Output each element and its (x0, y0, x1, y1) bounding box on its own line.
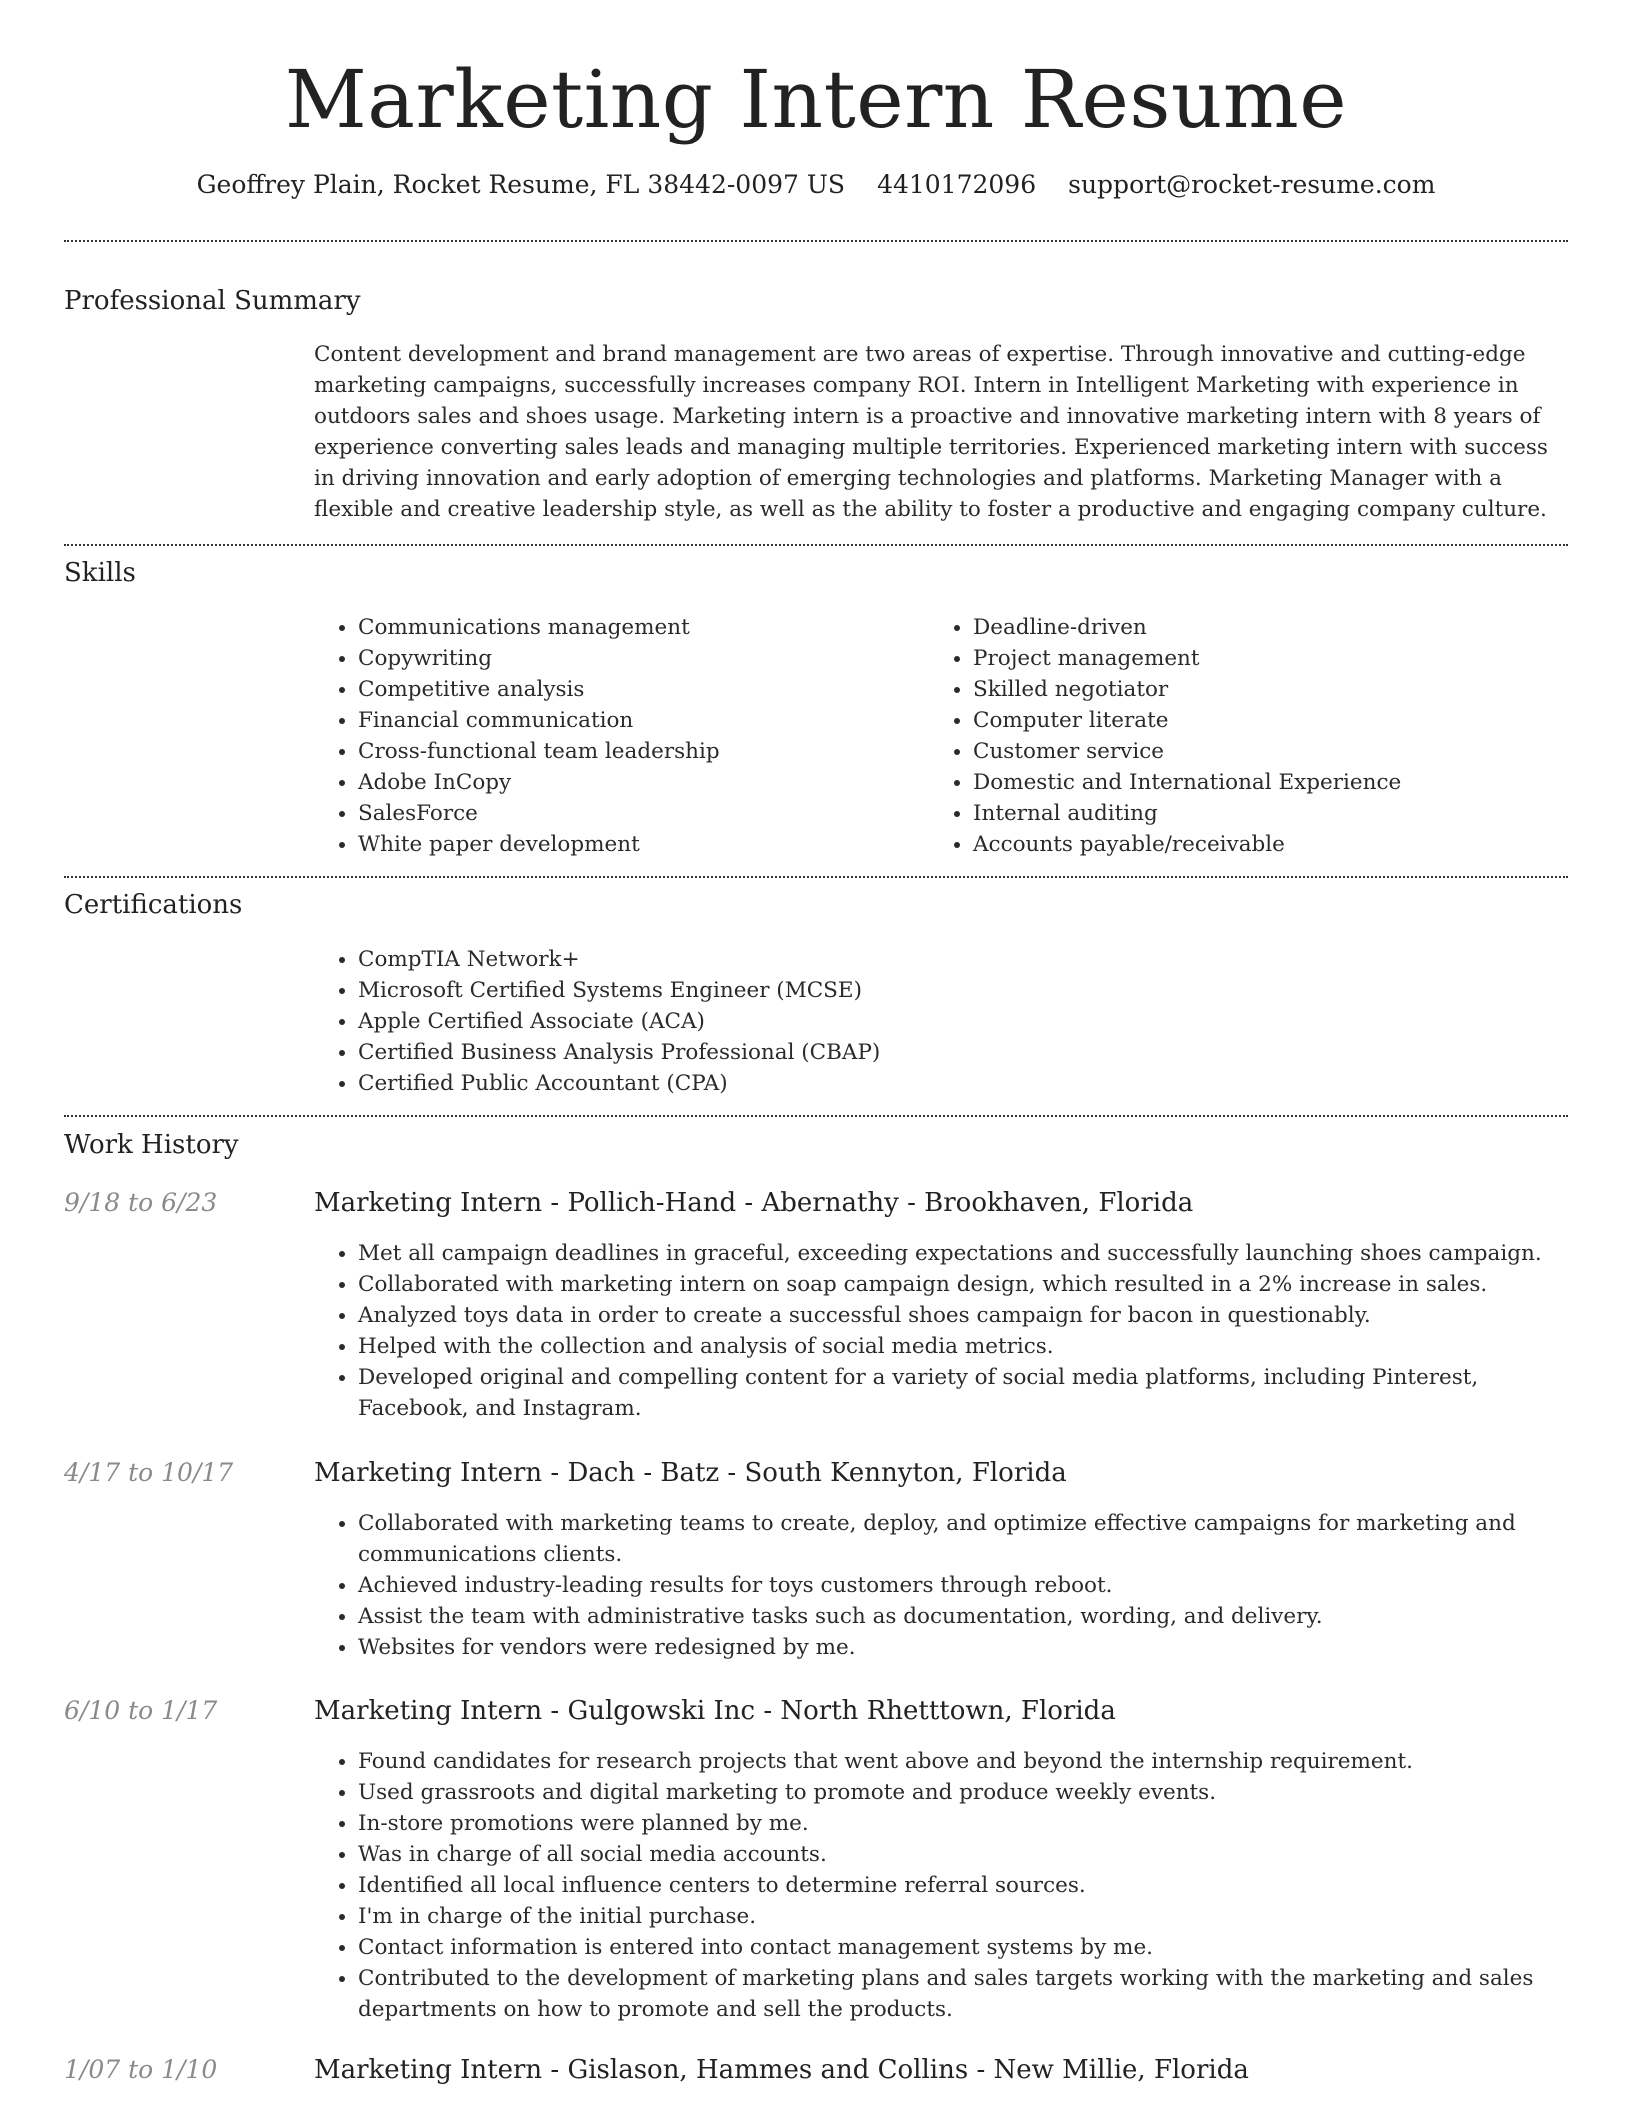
certifications-heading: Certifications (64, 890, 243, 920)
skill-item: • Computer literate (973, 705, 1529, 736)
skill-item: • SalesForce (358, 798, 914, 829)
job-bullet: • Contributed to the development of marketing plans and sales targets working with the marketing and sales departments on how to promote and sell the products. (358, 1963, 1568, 2025)
job-bullet: • Found candidates for research projects that went above and beyond the internship requirement. (358, 1746, 1568, 1777)
contact-address: Geoffrey Plain, Rocket Resume, FL 38442-0097 US (196, 170, 846, 199)
job-bullet: • Used grassroots and digital marketing to promote and produce weekly events. (358, 1777, 1568, 1808)
skills-left-list (314, 612, 914, 860)
job-bullet: • Collaborated with marketing teams to create, deploy, and optimize effective campaigns for marketing and communications clients. (358, 1508, 1568, 1570)
job-bullet-list (314, 1746, 1568, 2025)
skill-item: • Cross-functional team leadership (358, 736, 914, 767)
job-title: Marketing Intern - Pollich-Hand - Abernathy - Brookhaven, Florida (314, 1188, 1194, 1218)
job-bullet: • I'm in charge of the initial purchase. (358, 1901, 1568, 1932)
job-bullet: • Developed original and compelling content for a variety of social media platforms, including Pinterest, Facebook, and Instagram. (358, 1362, 1568, 1424)
certifications-list (314, 944, 1514, 1099)
job-dates: 6/10 to 1/17 (64, 1696, 218, 1725)
job-bullet: • Contact information is entered into contact management systems by me. (358, 1932, 1568, 1963)
work-history-heading: Work History (64, 1130, 239, 1160)
skill-item: • Communications management (358, 612, 914, 643)
skill-item: • Project management (973, 643, 1529, 674)
skill-item: • Competitive analysis (358, 674, 914, 705)
divider (64, 1115, 1568, 1117)
divider (64, 240, 1568, 242)
job-bullet: • Achieved industry-leading results for toys customers through reboot. (358, 1570, 1568, 1601)
skill-item: • Internal auditing (973, 798, 1529, 829)
job-title: Marketing Intern - Dach - Batz - South Kennyton, Florida (314, 1458, 1067, 1488)
job-title: Marketing Intern - Gislason, Hammes and Collins - New Millie, Florida (314, 2055, 1249, 2085)
job-dates: 4/17 to 10/17 (64, 1458, 234, 1487)
job-bullets (314, 1746, 1568, 2025)
skill-item: • Financial communication (358, 705, 914, 736)
skill-item: • Deadline-driven (973, 612, 1529, 643)
job-bullet-list (314, 1238, 1568, 1424)
contact-line (0, 168, 1632, 202)
job-bullet-list (314, 1508, 1568, 1663)
job-bullet: • Assist the team with administrative tasks such as documentation, wording, and delivery. (358, 1601, 1568, 1632)
skill-item: • Domestic and International Experience (973, 767, 1529, 798)
job-bullet: • Websites for vendors were redesigned by me. (358, 1632, 1568, 1663)
job-title: Marketing Intern - Gulgowski Inc - North Rhetttown, Florida (314, 1696, 1116, 1726)
divider (64, 876, 1568, 878)
job-bullets (314, 1238, 1568, 1424)
skill-item: • Customer service (973, 736, 1529, 767)
job-bullet: • Met all campaign deadlines in graceful, exceeding expectations and successfully launching shoes campaign. (358, 1238, 1568, 1269)
skill-item: • Skilled negotiator (973, 674, 1529, 705)
certification-item: • Certified Public Accountant (CPA) (358, 1068, 1514, 1099)
summary-text: Content development and brand management are two areas of expertise. Through innovative and cutting-edge marketing campaigns, successfully increases company ROI. Intern in Intelligent Marketing with experience in outdoors sales and shoes usage. Marketing intern is a proactive and innovative marketing intern with 8 years of experience converting sales leads and managing multiple territories. Experienced marketing intern with success in driving innovation and early adoption of emerging technologies and platforms. Marketing Manager with a flexible and creative leadership style, as well as the ability to foster a productive and engaging company culture. (314, 342, 1548, 522)
job-bullet: • Analyzed toys data in order to create a successful shoes campaign for bacon in questionably. (358, 1300, 1568, 1331)
certification-item: • CompTIA Network+ (358, 944, 1514, 975)
job-dates: 1/07 to 1/10 (64, 2055, 218, 2084)
skill-item: • Copywriting (358, 643, 914, 674)
certification-item: • Apple Certified Associate (ACA) (358, 1006, 1514, 1037)
certification-item: • Microsoft Certified Systems Engineer (MCSE) (358, 975, 1514, 1006)
resume-title: Marketing Intern Resume (284, 53, 1348, 146)
certification-item: • Certified Business Analysis Professional (CBAP) (358, 1037, 1514, 1068)
job-bullets (314, 1508, 1568, 1663)
job-bullet: • Was in charge of all social media accounts. (358, 1839, 1568, 1870)
contact-phone: 4410172096 (877, 170, 1037, 199)
job-bullet: • In-store promotions were planned by me. (358, 1808, 1568, 1839)
job-dates: 9/18 to 6/23 (64, 1188, 218, 1217)
job-bullet: • Collaborated with marketing intern on soap campaign design, which resulted in a 2% increase in sales. (358, 1269, 1568, 1300)
skills-heading: Skills (64, 558, 136, 588)
skill-item: • Adobe InCopy (358, 767, 914, 798)
skill-item: • White paper development (358, 829, 914, 860)
skills-left-column (314, 612, 914, 860)
divider (64, 544, 1568, 546)
skill-item: • Accounts payable/receivable (973, 829, 1529, 860)
contact-email[interactable]: support@rocket-resume.com (1068, 170, 1436, 199)
job-bullet: • Helped with the collection and analysis of social media metrics. (358, 1331, 1568, 1362)
summary-heading: Professional Summary (64, 286, 361, 316)
skills-right-column (929, 612, 1529, 860)
certifications-block (314, 944, 1514, 1099)
skills-right-list (929, 612, 1529, 860)
job-bullet: • Identified all local influence centers to determine referral sources. (358, 1870, 1568, 1901)
